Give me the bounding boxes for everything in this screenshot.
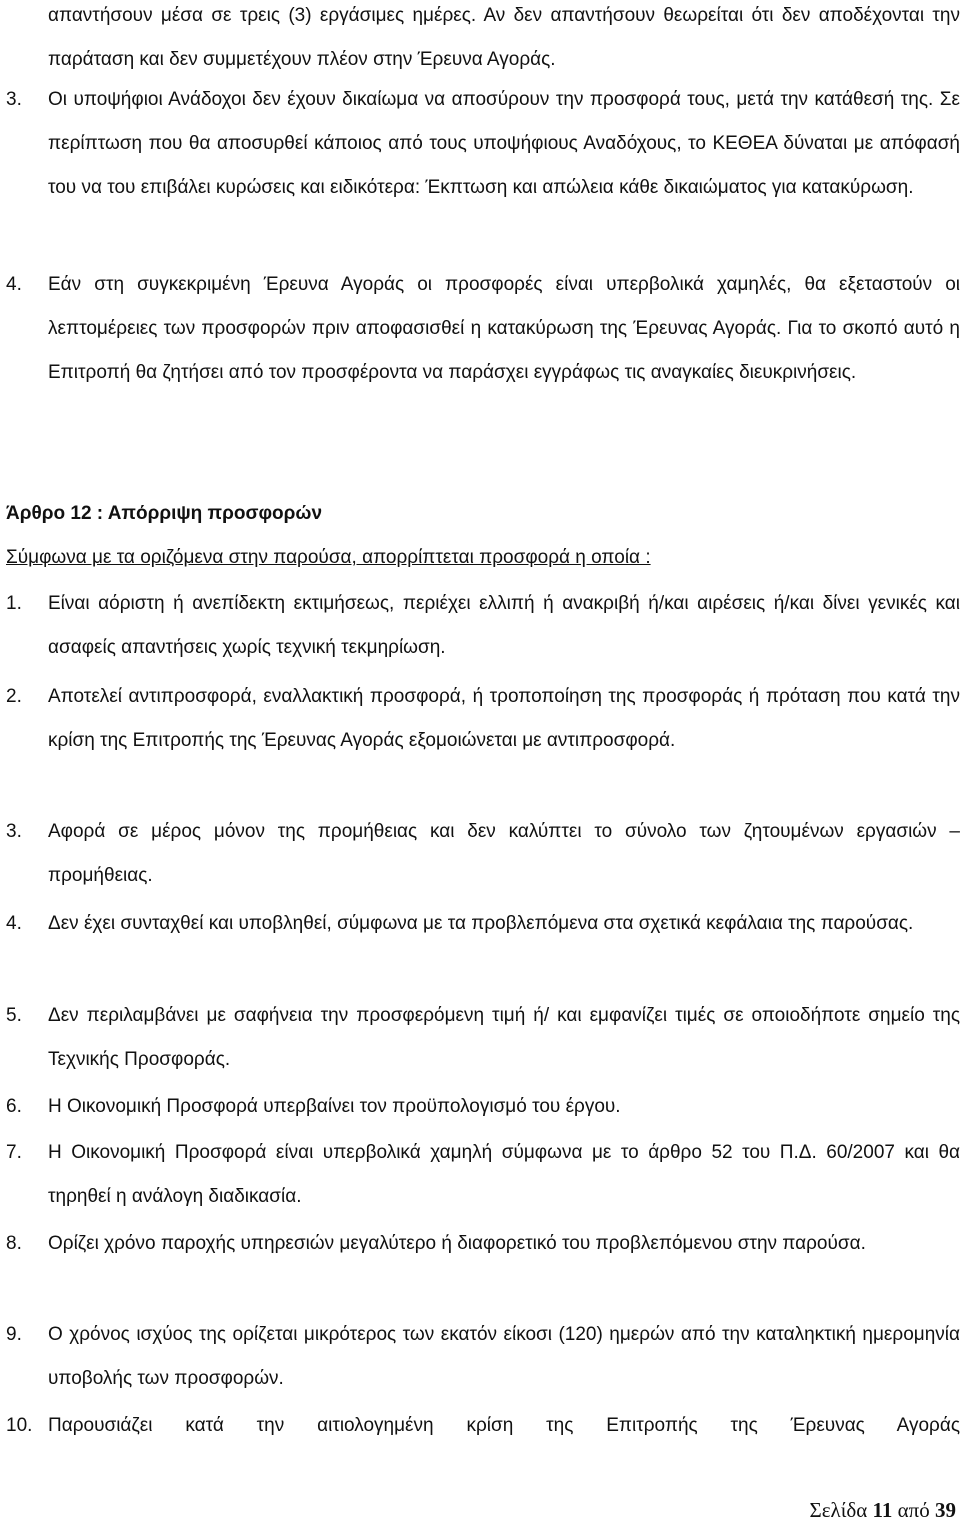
list-item-number: 6.	[6, 1096, 22, 1117]
list-item-text: Δεν περιλαμβάνει με σαφήνεια την προσφερόμενη τιμή ή/ και εμφανίζει τιμές σε οποιοδήποτε σημείο της Τεχνικής Προσφοράς.	[48, 1005, 960, 1070]
list-item-number: 4.	[6, 913, 22, 934]
list-item-number: 1.	[6, 593, 22, 614]
list-item-text: Οι υποψήφιοι Ανάδοχοι δεν έχουν δικαίωμα να αποσύρουν την προσφορά τους, μετά την κατάθεσή της. Σε περίπτωση που θα αποσυρθεί κάποιος από τους υποψήφιους Αναδόχους, το ΚΕΘΕΑ δύναται με απόφασή του να του επιβάλει κυρώσεις και ειδικότερα: Έκπτωση και απώλεια κάθε δικαιώματος για κατακύρωση.	[48, 89, 960, 198]
list-item	[0, 810, 960, 898]
list-item-text: Εάν στη συγκεκριμένη Έρευνα Αγοράς οι προσφορές είναι υπερβολικά χαμηλές, θα εξεταστούν οι λεπτομέρειες των προσφορών πριν αποφασισθεί η κατακύρωση της Έρευνας Αγοράς. Για το σκοπό αυτό η Επιτροπή θα ζητήσει από τον προσφέροντα να παράσχει εγγράφως τις αναγκαίες διευκρινήσεις.	[48, 274, 960, 383]
list-item	[0, 994, 960, 1082]
list-item-number: 5.	[6, 1005, 22, 1026]
list-item	[0, 1313, 960, 1401]
page-footer	[810, 1498, 956, 1523]
list-item	[0, 582, 960, 670]
list-item-number: 7.	[6, 1142, 22, 1163]
list-item-number: 3.	[6, 821, 22, 842]
list-item	[0, 1222, 960, 1266]
page-number: 11	[872, 1498, 893, 1522]
page-label: Σελίδα	[809, 1498, 868, 1522]
list-item-number: 9.	[6, 1324, 22, 1345]
article-intro: Σύμφωνα με τα οριζόμενα στην παρούσα, απορρίπτεται προσφορά η οποία :	[6, 547, 651, 568]
list-item-text: Παρουσιάζει κατά την αιτιολογημένη κρίση της Επιτροπής της Έρευνας Αγοράς	[48, 1415, 960, 1436]
list-item-number: 4.	[6, 274, 22, 295]
list-item-text: Αποτελεί αντιπροσφορά, εναλλακτική προσφορά, ή τροποποίηση της προσφοράς ή πρόταση που κατά την κρίση της Επιτροπής της Έρευνας Αγοράς εξομοιώνεται με αντιπροσφορά.	[48, 686, 960, 751]
list-item-text: Δεν έχει συνταχθεί και υποβληθεί, σύμφωνα με τα προβλεπόμενα στα σχετικά κεφάλαια της παρούσας.	[48, 913, 914, 934]
page-total: 39	[935, 1498, 956, 1522]
list-item-text: Είναι αόριστη ή ανεπίδεκτη εκτιμήσεως, περιέχει ελλιπή ή ανακριβή ή/και αιρέσεις ή/και δίνει γενικές και ασαφείς απαντήσεις χωρίς τεχνική τεκμηρίωση.	[48, 593, 960, 658]
list-item	[0, 78, 960, 210]
list-item	[0, 675, 960, 763]
list-item	[0, 902, 960, 946]
list-item	[0, 263, 960, 395]
list-item-number: 10.	[6, 1415, 33, 1436]
list-item-number: 2.	[6, 686, 22, 707]
list-item	[0, 1404, 960, 1448]
list-item-text: Η Οικονομική Προσφορά είναι υπερβολικά χαμηλή σύμφωνα με το άρθρο 52 του Π.Δ. 60/2007 και θα τηρηθεί η ανάλογη διαδικασία.	[48, 1142, 960, 1207]
page-of-label: από	[897, 1498, 930, 1522]
list-item-text: Ορίζει χρόνο παροχής υπηρεσιών μεγαλύτερο ή διαφορετικό του προβλεπόμενου στην παρούσα.	[48, 1233, 866, 1254]
list-item-text: Αφορά σε μέρος μόνον της προμήθειας και δεν καλύπτει το σύνολο των ζητουμένων εργασιών – προμήθειας.	[48, 821, 960, 886]
list-item-text: Ο χρόνος ισχύος της ορίζεται μικρότερος των εκατόν είκοσι (120) ημερών από την καταληκτική ημερομηνία υποβολής των προσφορών.	[48, 1324, 960, 1389]
continuation-paragraph: απαντήσουν μέσα σε τρεις (3) εργάσιμες ημέρες. Αν δεν απαντήσουν θεωρείται ότι δεν αποδέχονται την παράταση και δεν συμμετέχουν πλέον στην Έρευνα Αγοράς.	[48, 5, 960, 70]
list-item-number: 8.	[6, 1233, 22, 1254]
list-item	[0, 1131, 960, 1219]
list-item	[0, 1085, 960, 1129]
list-item-number: 3.	[6, 89, 22, 110]
article-heading: Άρθρο 12 : Απόρριψη προσφορών	[6, 503, 323, 524]
list-item-text: Η Οικονομική Προσφορά υπερβαίνει τον προϋπολογισμό του έργου.	[48, 1096, 621, 1117]
